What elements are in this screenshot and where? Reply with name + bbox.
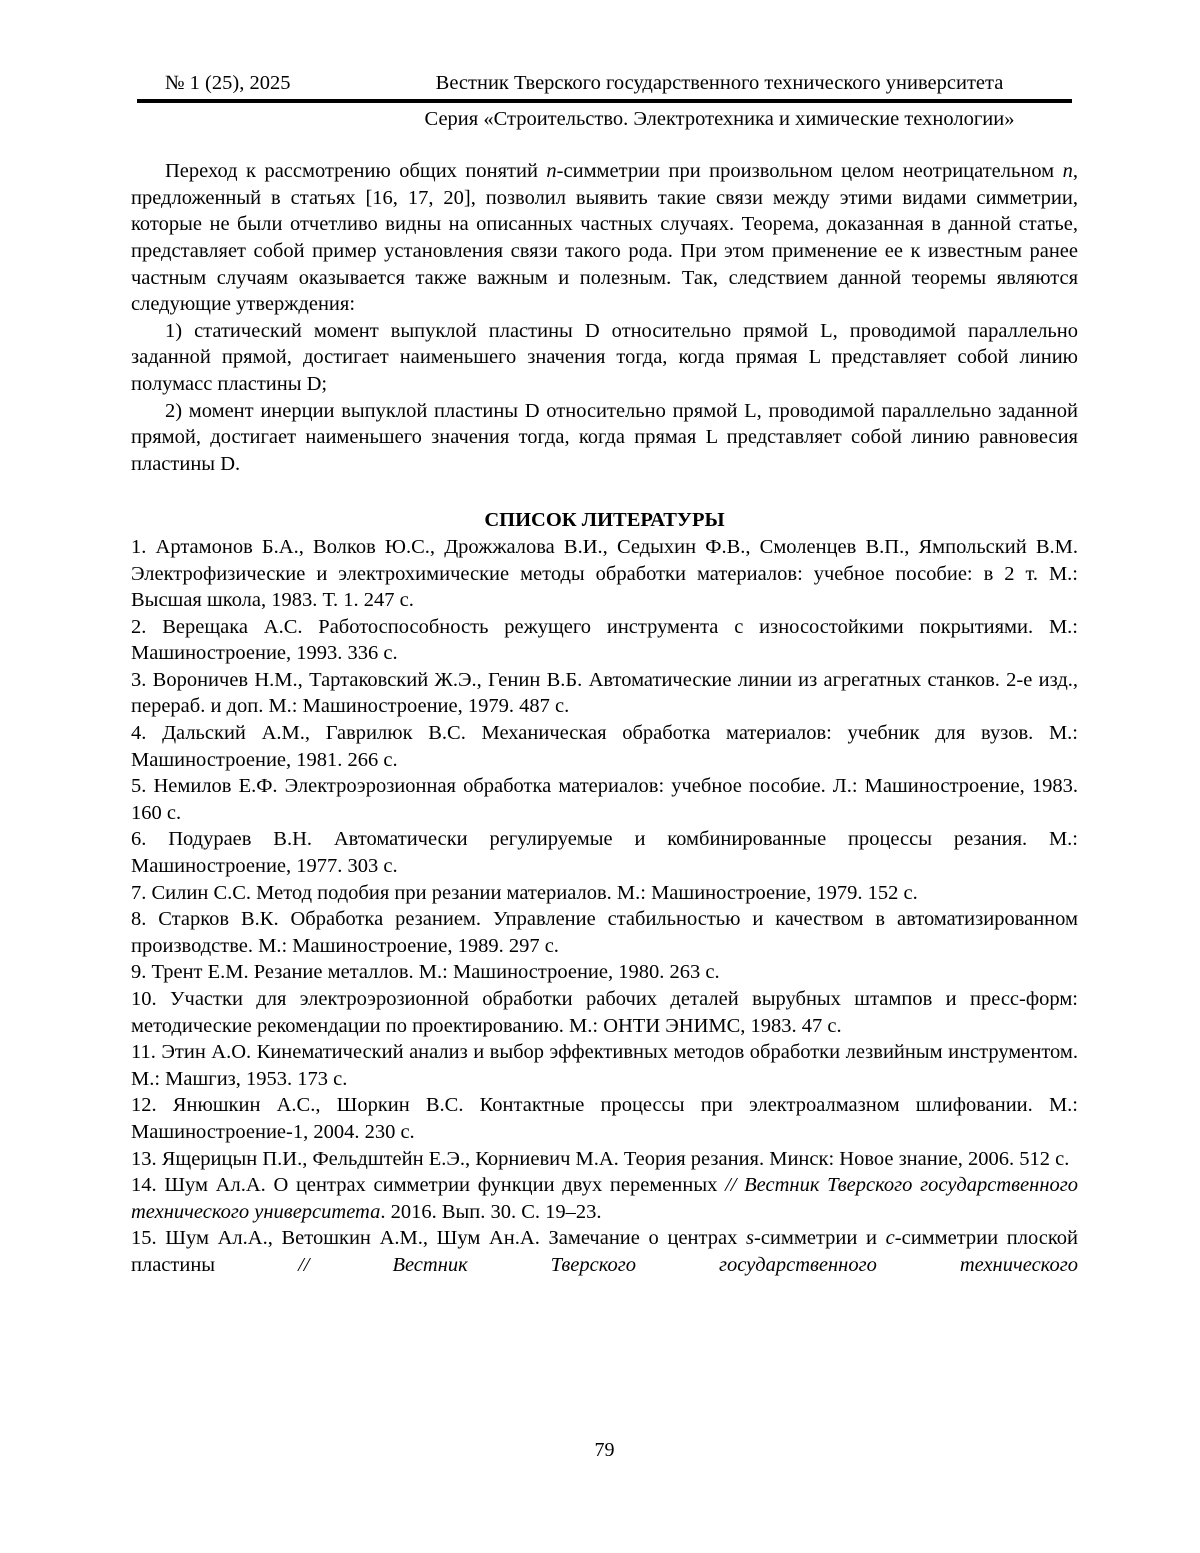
references-list (131, 534, 1078, 1279)
italic-text: n (1062, 160, 1073, 183)
references-heading: СПИСОК ЛИТЕРАТУРЫ (484, 509, 725, 532)
reference-6: 6. Подураев В.Н. Автоматически регулируемые и комбинированные процессы резания. М.: Машиностроение, 1977. 303 с. (131, 828, 1078, 878)
italic-text: s (746, 1227, 754, 1250)
statement-1: 1) статический момент выпуклой пластины D относительно прямой L, проводимой параллельно заданной прямой, достигает наименьшего значения тогда, когда прямая L представляет собой линию полумасс пластины D; (131, 319, 1078, 395)
reference-7: 7. Силин С.С. Метод подобия при резании материалов. М.: Машиностроение, 1979. 152 с. (131, 881, 918, 904)
reference-4: 4. Дальский А.М., Гаврилюк В.С. Механическая обработка материалов: учебник для вузов. М.: Машиностроение, 1981. 266 с. (131, 722, 1078, 771)
reference-11: 11. Этин А.О. Кинематический анализ и выбор эффективных методов обработки лезвийным инструментом. М.: Машгиз, 1953. 173 с. (131, 1041, 1078, 1090)
reference-2: 2. Верещака А.С. Работоспособность режущего инструмента с износостойкими покрытиями. М.: Машиностроение, 1993. 336 с. (131, 615, 1078, 665)
page-header (131, 70, 1078, 132)
page-number: 79 (594, 1439, 615, 1461)
reference-8: 8. Старков В.К. Обработка резанием. Управление стабильностью и качеством в автоматизированном производстве. М.: Машиностроение, 1989. 297 с. (131, 908, 1078, 957)
reference-5: 5. Немилов Е.Ф. Электроэрозионная обработка материалов: учебное пособие. Л.: Машиностроение, 1983. 160 с. (131, 775, 1078, 824)
italic-text: // Вестник Тверского государственного технического (298, 1253, 1078, 1276)
header-rule (137, 99, 1072, 103)
statement-2: 2) момент инерции выпуклой пластины D относительно прямой L, проводимой параллельно заданной прямой, достигает наименьшего значения тогда, когда прямая L представляет собой линию равновесия пластины D. (131, 399, 1078, 475)
italic-text: c (885, 1227, 895, 1250)
reference-15: 15. Шум Ал.А., Ветошкин А.М., Шум Ан.А. Замечание о центрах s-симметрии и c-симметрии плоской пластины // Вестник Тверского государственного технического (131, 1227, 1079, 1276)
reference-14: 14. Шум Ал.А. О центрах симметрии функции двух переменных // Вестник Тверского государственного технического университета. 2016. Вып. 30. С. 19–23. (131, 1174, 1078, 1223)
reference-10: 10. Участки для электроэрозионной обработки рабочих деталей вырубных штампов и пресс-форм: методические рекомендации по проектированию. М.: ОНТИ ЭНИМС, 1983. 47 с. (131, 988, 1078, 1037)
issue-number: № 1 (25), 2025 (165, 72, 291, 94)
intro-paragraph: Переход к рассмотрению общих понятий n-симметрии при произвольном целом неотрицательном n, предложенный в статьях [16, 17, 20], позволил выявить такие связи между этими видами симметрии, которые не были отчетливо видны на описанных частных случаях. Теорема, доказанная в данной статье, представляет собой пример установления связи такого рода. При этом применение ее к известным ранее частным случаям оказывается также важным и полезным. Так, следствием данной теоремы являются следующие утверждения: (131, 160, 1078, 316)
italic-text: n (546, 160, 557, 183)
article-text (131, 158, 1078, 1278)
reference-9: 9. Трент Е.М. Резание металлов. М.: Машиностроение, 1980. 263 с. (131, 961, 720, 984)
series-title: Серия «Строительство. Электротехника и химические технологии» (424, 107, 1015, 130)
reference-3: 3. Вороничев Н.М., Тартаковский Ж.Э., Генин В.Б. Автоматические линии из агрегатных станков. 2-е изд., перераб. и доп. М.: Машиностроение, 1979. 487 с. (131, 668, 1078, 718)
italic-text: // Вестник Тверского государственного технического университета (131, 1174, 1078, 1223)
journal-title: Вестник Тверского государственного технического университета (435, 72, 1004, 94)
reference-1: 1. Артамонов Б.А., Волков Ю.С., Дрожжалова В.И., Седыхин Ф.В., Смоленцев В.П., Ямпольский В.М. Электрофизические и электрохимические методы обработки материалов: учебное пособие: в 2 т. М.: Высшая школа, 1983. Т. 1. 247 с. (131, 535, 1078, 612)
header-row (131, 70, 1078, 97)
reference-12: 12. Янюшкин А.С., Шоркин В.С. Контактные процессы при электроалмазном шлифовании. М.: Машиностроение-1, 2004. 230 с. (131, 1094, 1078, 1143)
reference-13: 13. Ящерицын П.И., Фельдштейн Е.Э., Корниевич М.А. Теория резания. Минск: Новое знание, 2006. 512 с. (131, 1147, 1070, 1170)
